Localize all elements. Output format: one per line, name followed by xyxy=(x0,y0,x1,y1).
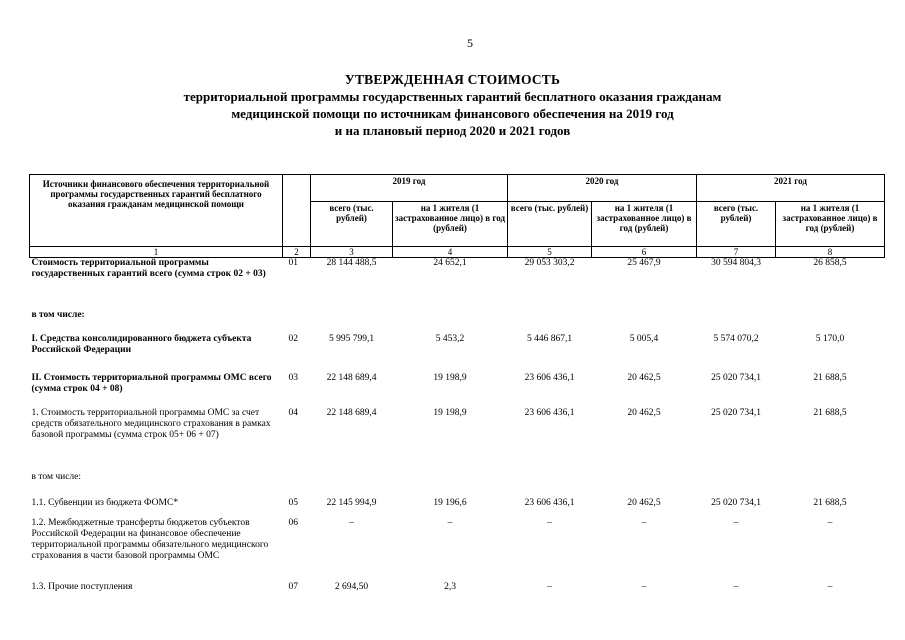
cell-value: 2,3 xyxy=(444,581,456,592)
column-number: 1 xyxy=(30,247,283,258)
header-row-years xyxy=(30,175,885,202)
cell-value: 5 574 070,2 xyxy=(713,333,759,344)
cell-value: 5 995 799,1 xyxy=(328,333,375,344)
cell-value: 20 462,5 xyxy=(627,497,661,508)
column-number: 3 xyxy=(311,247,393,258)
header-per-capita-2021: на 1 жителя (1 застрахованное лицо) в год (рублей) xyxy=(776,202,885,247)
table-row xyxy=(30,408,885,472)
row-code: 06 xyxy=(288,517,298,528)
table-row xyxy=(30,518,885,582)
cell-value: 25 020 734,1 xyxy=(711,372,761,383)
header-year-2021: 2021 год xyxy=(697,175,885,202)
cell-value: 22 148 689,4 xyxy=(326,372,377,383)
cell-value: 21 688,5 xyxy=(813,372,847,383)
cell-value: 5 453,2 xyxy=(435,333,465,344)
row-code: 01 xyxy=(288,258,298,268)
row-code: 04 xyxy=(288,407,298,418)
cell-value: – xyxy=(547,581,552,592)
header-per-capita-2019: на 1 жителя (1 застрахованное лицо) в год (рублей) xyxy=(393,202,508,247)
cost-table xyxy=(29,174,885,602)
column-number: 7 xyxy=(697,247,776,258)
cell-value: 26 858,5 xyxy=(813,258,847,268)
cell-value: 28 144 488,5 xyxy=(326,258,377,268)
header-total-2020: всего (тыс. рублей) xyxy=(508,202,592,247)
cell-value: 25 020 734,1 xyxy=(711,497,761,508)
cell-value: 22 145 994,9 xyxy=(326,497,377,508)
row-label: 1. Стоимость территориальной программы ОМС за счет средств обязательного медицинского страхования в рамках базовой программы (сумма строк 05+ 06 + 07) xyxy=(31,407,271,440)
cell-value: 30 594 804,3 xyxy=(711,258,761,268)
cell-value: 19 198,9 xyxy=(433,372,467,383)
table-row xyxy=(30,310,885,334)
cell-value: 22 148 689,4 xyxy=(326,407,377,418)
document-subtitle-line-2: медицинской помощи по источникам финансового обеспечения на 2019 год xyxy=(231,106,674,121)
row-code: 05 xyxy=(288,497,298,508)
column-number: 2 xyxy=(283,247,311,258)
cell-value: 20 462,5 xyxy=(627,372,661,383)
document-subtitle-line-1: территориальной программы государственных гарантий бесплатного оказания гражданам xyxy=(183,89,722,104)
cell-value: 23 606 436,1 xyxy=(524,372,575,383)
row-label: II. Стоимость территориальной программы ОМС всего (сумма строк 04 + 08) xyxy=(31,372,272,394)
table-row xyxy=(30,334,885,373)
header-source-column: Источники финансового обеспечения территориальной программы государственных гарантий бесплатного оказания гражданам медицинской помощи xyxy=(30,175,283,247)
cell-value: 25 020 734,1 xyxy=(711,407,761,418)
cell-value: 25 467,9 xyxy=(627,258,661,268)
cell-value: 19 198,9 xyxy=(433,407,467,418)
row-code: 03 xyxy=(288,372,298,383)
cell-value: 21 688,5 xyxy=(813,407,847,418)
cell-value: 5 446 867,1 xyxy=(526,333,573,344)
table-row xyxy=(30,498,885,518)
row-label: 1.1. Субвенции из бюджета ФОМС* xyxy=(31,497,179,508)
header-row-column-numbers xyxy=(30,247,885,258)
cell-value: – xyxy=(827,581,833,592)
cell-value: 19 196,6 xyxy=(433,497,467,508)
cell-value: – xyxy=(641,581,647,592)
cell-value: 20 462,5 xyxy=(627,407,661,418)
cell-value: – xyxy=(547,517,552,528)
header-year-2019: 2019 год xyxy=(311,175,508,202)
cell-value: – xyxy=(733,581,739,592)
cell-value: 29 053 303,2 xyxy=(524,258,575,268)
row-label: I. Средства консолидированного бюджета субъекта Российской Федерации xyxy=(31,333,252,355)
row-label: Стоимость территориальной программы государственных гарантий всего (сумма строк 02 + 03) xyxy=(31,258,266,279)
header-code-column xyxy=(283,175,311,247)
header-per-capita-2020: на 1 жителя (1 застрахованное лицо) в год (рублей) xyxy=(592,202,697,247)
column-number: 8 xyxy=(776,247,885,258)
document-subtitle-line-3: и на плановый период 2020 и 2021 годов xyxy=(334,123,571,138)
cell-value: 23 606 436,1 xyxy=(524,497,575,508)
header-total-2021: всего (тыс. рублей) xyxy=(697,202,776,247)
table-row xyxy=(30,582,885,602)
cell-value: – xyxy=(641,517,647,528)
cell-value: 2 694,50 xyxy=(334,581,369,592)
header-total-2019: всего (тыс. рублей) xyxy=(311,202,393,247)
table-row xyxy=(30,258,885,310)
cell-value: 24 652,1 xyxy=(433,258,467,268)
table-row xyxy=(30,373,885,408)
header-year-2020: 2020 год xyxy=(508,175,697,202)
page-number: 5 xyxy=(467,36,473,50)
column-number: 4 xyxy=(393,247,508,258)
row-label: в том числе: xyxy=(31,309,85,320)
row-code: 07 xyxy=(288,581,298,592)
cell-value: 21 688,5 xyxy=(813,497,847,508)
row-label: в том числе: xyxy=(31,471,82,482)
row-code: 02 xyxy=(288,333,298,344)
document-title: УТВЕРЖДЕННАЯ СТОИМОСТЬ xyxy=(344,72,561,87)
cell-value: 23 606 436,1 xyxy=(524,407,575,418)
cell-value: 5 005,4 xyxy=(629,333,659,344)
cell-value: 5 170,0 xyxy=(815,333,845,344)
column-number: 6 xyxy=(592,247,697,258)
cell-value: – xyxy=(733,517,739,528)
table-row xyxy=(30,472,885,498)
cell-value: – xyxy=(827,517,833,528)
row-label: 1.2. Межбюджетные трансферты бюджетов субъектов Российской Федерации на финансовое обеспечение территориальной программы обязательного медицинского страхования в части базовой программы ОМС xyxy=(31,517,269,561)
cell-value: – xyxy=(447,517,453,528)
row-label: 1.3. Прочие поступления xyxy=(31,581,133,592)
column-number: 5 xyxy=(508,247,592,258)
cell-value: – xyxy=(349,517,354,528)
